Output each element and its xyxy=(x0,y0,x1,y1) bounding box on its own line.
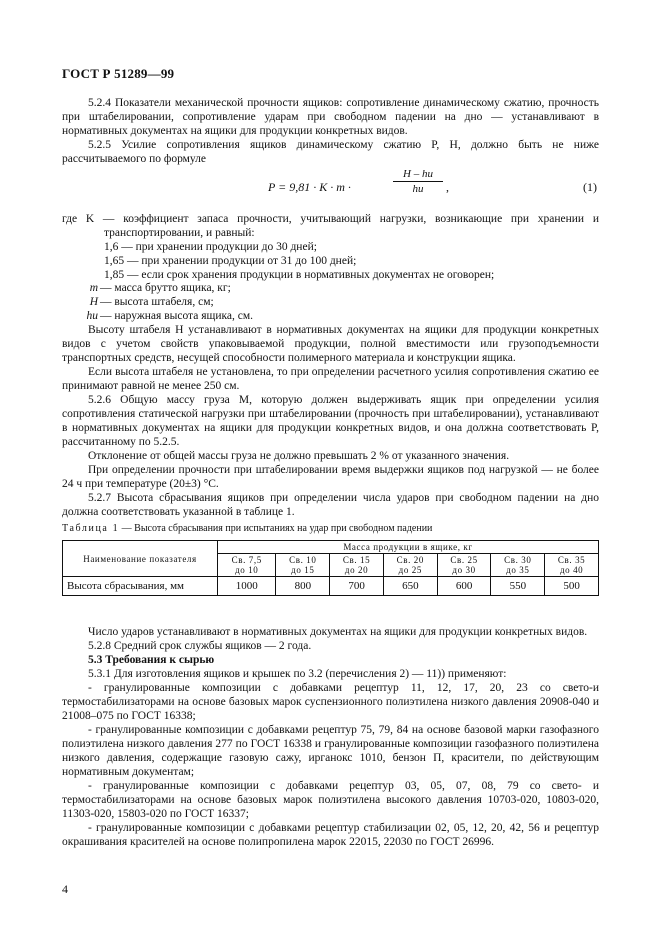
definition-text: — наружная высота ящика, см. xyxy=(100,310,254,322)
heading-5-3: 5.3 Требования к сырью xyxy=(88,654,215,666)
formula-1 xyxy=(268,168,598,208)
table-header-indicator: Наименование показателя xyxy=(63,541,218,577)
paragraph-5-2-7: 5.2.7 Высота сбрасывания ящиков при определении числа ударов при свободном падении на дно должна соответствовать указанной в таблице 1. xyxy=(62,492,599,518)
page-number: 4 xyxy=(62,882,68,896)
definitions xyxy=(62,281,599,323)
table-1 xyxy=(62,540,599,596)
table-row xyxy=(63,577,599,596)
table-cell: 550 xyxy=(491,577,545,596)
where-k: где K — коэффициент запаса прочности, учитывающий нагрузки, возникающие при хранении и транспортировании, и равный: xyxy=(62,213,599,239)
formula-numerator: H – hи xyxy=(393,168,443,182)
paragraph-5-2-5: 5.2.5 Усилие сопротивления ящиков динамическому сжатию P, Н, должно быть не ниже рассчитываемого по формуле xyxy=(62,139,599,165)
raw-material-item-4: - гранулированные композиции с добавками рецептур стабилизации 02, 05, 12, 20, 42, 56 и рецептур окрашивания красителей на основе полипропилена марок 22015, 22030 по ГОСТ 26996. xyxy=(62,822,599,848)
raw-material-item-1: - гранулированные композиции с добавками рецептур 11, 12, 17, 20, 23 со свето-и термостабилизаторами на основе базовых марок суспензионного полиэтилена низкого давления 20908-040 и 21008–075 по ГОСТ 16338; xyxy=(62,682,599,722)
paragraph-5-2-6: 5.2.6 Общую массу груза M, которую должен выдерживать ящик при определении усилия сопротивления статической нагрузки при штабелировании (прочность при штабелировании), устанавливают в нормативных документах на ящики для продукции конкретных видов, и она должна соответствовать P, рассчитанному по 5.2.5. xyxy=(62,394,599,448)
definition-text: — масса брутто ящика, кг; xyxy=(100,282,231,294)
section-5-2-8-5-3 xyxy=(62,625,599,849)
k-value-3: 1,85 — если срок хранения продукции в нормативных документах не оговорен; xyxy=(104,269,495,281)
table-caption-text: — Высота сбрасывания при испытаниях на удар при свободном падении xyxy=(119,523,433,534)
definition-H xyxy=(62,295,599,309)
table-column-header: Св. 30 до 35 xyxy=(491,554,545,577)
formula-lhs: P = 9,81 · K · m · xyxy=(268,180,351,194)
definition-symbol: hи xyxy=(86,310,98,322)
k-value-2: 1,65 — при хранении продукции от 31 до 100 дней; xyxy=(104,255,357,267)
table-cell: 1000 xyxy=(218,577,276,596)
paragraph-stacking-strength: При определении прочности при штабелировании время выдержки ящиков под нагрузкой — не более 24 ч при температуре (20±3) °С. xyxy=(62,464,599,490)
table-column-header: Св. 25 до 30 xyxy=(437,554,491,577)
table-caption-label: Таблица 1 xyxy=(62,523,120,534)
where-k-block xyxy=(62,212,599,282)
section-height-5-2-7 xyxy=(62,323,599,519)
table-cell: 600 xyxy=(437,577,491,596)
table-column-header: Св. 7,5 до 10 xyxy=(218,554,276,577)
formula-fraction xyxy=(393,168,443,195)
formula-number: (1) xyxy=(583,180,597,194)
definition-m xyxy=(62,281,599,295)
definition-text: — высота штабеля, см; xyxy=(100,296,214,308)
table-column-header: Св. 15 до 20 xyxy=(330,554,384,577)
definition-h xyxy=(62,309,599,323)
paragraph-deviation: Отклонение от общей массы груза не должно превышать 2 % от указанного значения. xyxy=(88,450,510,462)
paragraph-5-2-8: 5.2.8 Средний срок службы ящиков — 2 года. xyxy=(88,640,312,652)
table-column-header: Св. 10 до 15 xyxy=(276,554,330,577)
raw-material-item-3: - гранулированные композиции с добавками рецептур 03, 05, 07, 08, 79 со свето- и термостабилизаторами на основе базовых марок полиэтилена высокого давления 10703-020, 10803-020, 11303-020, 15803-020 по ГОСТ 16337; xyxy=(62,780,599,820)
document-header: ГОСТ Р 51289—99 xyxy=(62,66,175,81)
formula-denominator: hи xyxy=(412,183,424,195)
definition-symbol: H xyxy=(89,296,98,308)
table-column-header: Св. 35 до 40 xyxy=(545,554,599,577)
k-value-1: 1,6 — при хранении продукции до 30 дней; xyxy=(104,241,317,253)
paragraph-stack-height: Высоту штабеля H устанавливают в нормативных документах на ящики для продукции конкретных видов с учетом свойств упаковываемой продукции, полной вместимости или грузоподъемности транспортных средств, несущей способности полимерного материала и конструкции ящика. xyxy=(62,324,599,364)
formula-comma: , xyxy=(446,180,449,194)
table-row-label: Высота сбрасывания, мм xyxy=(63,577,218,596)
paragraph-5-2-4: 5.2.4 Показатели механической прочности ящиков: сопротивление динамическому сжатию, прочность при штабелировании, сопротивление ударам при свободном падении на дно — устанавливают в нормативных документах на ящики для продукции конкретных видов. xyxy=(62,97,599,137)
paragraph-5-3-1: 5.3.1 Для изготовления ящиков и крышек по 3.2 (перечисления 2) — 11)) применяют: xyxy=(88,668,507,680)
table-cell: 800 xyxy=(276,577,330,596)
table-cell: 650 xyxy=(383,577,437,596)
raw-material-item-2: - гранулированные композиции с добавками рецептур 75, 79, 84 на основе базовой марки газофазного полиэтилена низкого давления 277 по ГОСТ 16338 и гранулированные композиции газофазного полиэтилена низкого давления, содержащие газовую сажу, ирганокс 1010, бензон П, красители, по действующим нормативным документам; xyxy=(62,724,599,778)
table-cell: 700 xyxy=(330,577,384,596)
table-cell: 500 xyxy=(545,577,599,596)
table-header-mass: Масса продукции в ящике, кг xyxy=(218,541,599,554)
table-column-header: Св. 20 до 25 xyxy=(383,554,437,577)
section-5-2-4-5 xyxy=(62,96,599,166)
paragraph-impacts: Число ударов устанавливают в нормативных документах на ящики для продукции конкретных видов. xyxy=(88,626,588,638)
table-caption xyxy=(62,523,432,534)
paragraph-stack-height-default: Если высота штабеля не установлена, то при определении расчетного усилия сопротивления сжатию ее принимают равной не менее 250 см. xyxy=(62,366,599,392)
definition-symbol: m xyxy=(89,282,98,294)
